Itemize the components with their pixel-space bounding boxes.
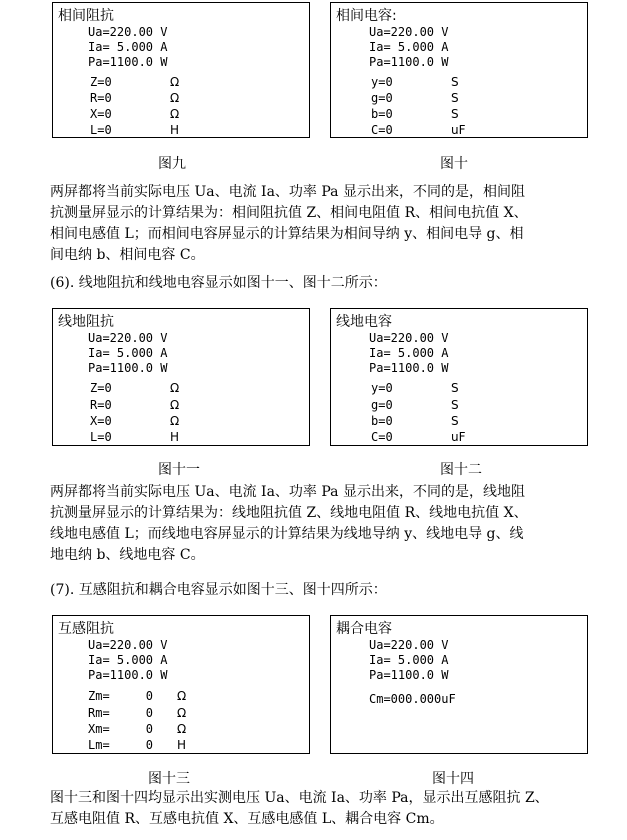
fig11-unit-r: Ω [170,398,180,412]
fig10-current: Ia= 5.000 A [369,40,449,54]
fig11-param-l: L=0 [90,430,112,444]
fig12-title: 线地电容 [336,314,392,330]
fig10-screen [330,2,588,138]
fig10-title: 相间电容: [336,8,397,24]
fig9-param-l: L=0 [90,123,112,137]
fig13-param-rm: Rm= 0 [88,706,154,720]
paragraph-1-line: 相间电感值 L；而相间电容屏显示的计算结果为相间导纳 y、相间电导 g、相 [50,226,524,242]
paragraph-3-line: 互感电阻值 R、互感电抗值 X、互感电感值 L、耦合电容 Cm。 [50,811,444,827]
fig12-param-g: g=0 [371,398,393,412]
fig12-current: Ia= 5.000 A [369,346,449,360]
fig14-screen [330,615,588,754]
fig11-param-r: R=0 [90,398,112,412]
fig10-unit-b: S [451,107,459,121]
fig10-voltage: Ua=220.00 V [369,25,449,39]
fig12-voltage: Ua=220.00 V [369,331,449,345]
paragraph-1 [50,182,605,266]
fig12-caption: 图十二 [440,462,482,478]
fig10-param-g: g=0 [371,91,393,105]
fig9-voltage: Ua=220.00 V [88,25,168,39]
fig10-caption: 图十 [440,156,468,172]
paragraph-3 [50,788,605,830]
fig13-caption: 图十三 [148,771,190,787]
fig13-unit-lm: H [177,738,187,752]
fig14-caption: 图十四 [432,771,474,787]
fig11-voltage: Ua=220.00 V [88,331,168,345]
fig9-caption: 图九 [158,156,186,172]
paragraph-1-line: 两屏都将当前实际电压 Ua、电流 Ia、功率 Pa 显示出来，不同的是，相间阻 [50,184,525,200]
fig11-title: 线地阻抗 [58,314,114,330]
fig13-param-zm: Zm= 0 [88,689,154,703]
fig10-unit-c: uF [451,123,466,137]
fig9-param-r: R=0 [90,91,112,105]
fig11-current: Ia= 5.000 A [88,346,168,360]
fig12-unit-g: S [451,398,459,412]
fig11-screen [52,308,310,446]
fig9-param-z: Z=0 [90,75,112,89]
fig12-param-c: C=0 [371,430,393,444]
fig9-unit-z: Ω [170,75,180,89]
fig9-unit-l: H [170,123,180,137]
fig12-power: Pa=1100.0 W [369,361,449,375]
paragraph-2-line: 两屏都将当前实际电压 Ua、电流 Ia、功率 Pa 显示出来，不同的是，线地阻 [50,484,525,500]
fig10-unit-y: S [451,75,459,89]
fig12-unit-y: S [451,381,459,395]
fig12-unit-c: uF [451,430,466,444]
paragraph-3-line: 图十三和图十四均显示出实测电压 Ua、电流 Ia、功率 Pa，显示出互感阻抗 Z、 [50,790,549,806]
fig11-unit-l: H [170,430,180,444]
fig11-unit-x: Ω [170,414,180,428]
fig9-unit-x: Ω [170,107,180,121]
fig11-unit-z: Ω [170,381,180,395]
paragraph-2-line: 线地电感值 L；而线地电容屏显示的计算结果为线地导纳 y、线地电导 g、线 [50,526,524,542]
fig10-unit-g: S [451,91,459,105]
fig9-current: Ia= 5.000 A [88,40,168,54]
fig14-title: 耦合电容 [336,621,392,637]
fig14-cm-value: Cm=000.000uF [369,692,456,706]
fig10-param-y: y=0 [371,75,393,89]
fig13-param-xm: Xm= 0 [88,722,154,736]
section-6-heading: (6). 线地阻抗和线地电容显示如图十一、图十二所示： [50,275,387,291]
fig11-param-x: X=0 [90,414,112,428]
fig11-power: Pa=1100.0 W [88,361,168,375]
fig13-screen [52,615,310,754]
fig13-unit-zm: Ω [177,689,187,703]
fig13-param-lm: Lm= 0 [88,738,154,752]
fig13-current: Ia= 5.000 A [88,653,168,667]
fig12-param-b: b=0 [371,414,393,428]
fig13-unit-rm: Ω [177,706,187,720]
fig9-unit-r: Ω [170,91,180,105]
fig13-title: 互感阻抗 [58,621,114,637]
fig10-param-b: b=0 [371,107,393,121]
fig12-param-y: y=0 [371,381,393,395]
fig9-screen [52,2,310,138]
fig9-param-x: X=0 [90,107,112,121]
fig12-screen [330,308,588,446]
fig10-power: Pa=1100.0 W [369,55,449,69]
paragraph-2-line: 地电纳 b、线地电容 C。 [50,547,205,563]
paragraph-2-line: 抗测量屏显示的计算结果为：线地阻抗值 Z、线地电阻值 R、线地电抗值 X、 [50,505,528,521]
fig11-caption: 图十一 [158,462,200,478]
paragraph-1-line: 间电纳 b、相间电容 C。 [50,247,205,263]
fig13-power: Pa=1100.0 W [88,668,168,682]
paragraph-1-line: 抗测量屏显示的计算结果为：相间阻抗值 Z、相间电阻值 R、相间电抗值 X、 [50,205,528,221]
fig14-voltage: Ua=220.00 V [369,638,449,652]
section-7-heading: (7). 互感阻抗和耦合电容显示如图十三、图十四所示： [50,582,387,598]
fig14-power: Pa=1100.0 W [369,668,449,682]
fig9-title: 相间阻抗 [58,8,114,24]
fig10-param-c: C=0 [371,123,393,137]
fig9-power: Pa=1100.0 W [88,55,168,69]
fig11-param-z: Z=0 [90,381,112,395]
paragraph-2 [50,482,605,566]
fig13-unit-xm: Ω [177,722,187,736]
fig12-unit-b: S [451,414,459,428]
fig13-voltage: Ua=220.00 V [88,638,168,652]
fig14-current: Ia= 5.000 A [369,653,449,667]
